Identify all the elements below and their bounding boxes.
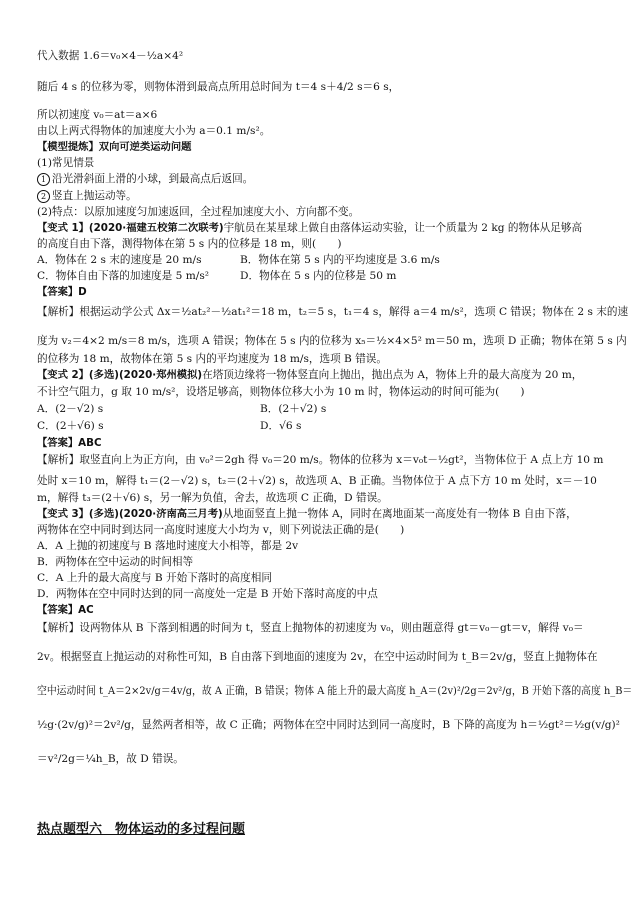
variant-2-question: 【变式 2】(多选)(2020·郑州模拟)在塔顶边缘将一物体竖直向上抛出，抛出点为 A，物体上升的最大高度为 20 m， — [37, 369, 583, 381]
analysis-line: 2v。根据竖直上抛运动的对称性可知，B 自由落下到地面的速度为 2v，在空中运动时间为 t_B＝2v/g，竖直上抛物体在 — [37, 651, 598, 663]
option-b: B．物体在第 5 s 内的平均速度是 3.6 m/s — [240, 254, 440, 266]
option-c: C．A 上升的最大高度与 B 开始下落时的高度相同 — [37, 572, 272, 584]
text-line: 代入数据 1.6＝v₀×4－½a×4² — [37, 50, 184, 62]
text-line: (2)特点：以原加速度匀加速返回，全过程加速度大小、方向都不变。 — [37, 206, 360, 218]
analysis-line: 的位移为 18 m，故物体在第 5 s 内的平均速度为 18 m/s，选项 B 错误。 — [37, 353, 387, 365]
list-item: 1 沿光滑斜面上滑的小球，到最高点后返回。 — [37, 172, 253, 186]
analysis-line: 【解析】根据运动学公式 Δx＝½at₂²－½at₁²＝18 m，t₂＝5 s，t₁＝4 s，解得 a＝4 m/s²，选项 C 错误；物体在 2 s 末的速 — [37, 306, 629, 318]
option-d: D．物体在 5 s 内的位移是 50 m — [240, 270, 397, 282]
analysis-line: 处时 x＝10 m，解得 t₁＝(2－√2) s，t₂＝(2＋√2) s，故选项 A、B 正确。当物体位于 A 点下方 10 m 处时，x＝－10 — [37, 475, 597, 487]
analysis-line: ＝v²/2g＝¼h_B，故 D 错误。 — [37, 753, 184, 765]
option-c: C．(2＋√6) s — [37, 420, 104, 432]
circled-number: 1 — [37, 173, 50, 186]
analysis-line: m，解得 t₃＝(2＋√6) s，另一解为负值，舍去，故选项 C 正确，D 错误。 — [37, 492, 388, 504]
analysis-line: 度为 v₂＝4×2 m/s＝8 m/s，选项 A 错误；物体在 5 s 内的位移为 x₅＝½×4×5² m＝50 m，选项 D 正确；物体在第 5 s 内 — [37, 335, 627, 347]
list-item: 2 竖直上抛运动等。 — [37, 189, 137, 203]
section-heading: 热点题型六 物体运动的多过程问题 — [37, 822, 246, 837]
option-d: D．√6 s — [260, 420, 302, 432]
answer: 【答案】ABC — [37, 437, 102, 449]
analysis-line: 空中运动时间 t_A＝2×2v/g＝4v/g，故 A 正确，B 错误；物体 A 能上升的最大高度 h_A＝(2v)²/2g＝2v²/g，B 开始下落的高度 h_B＝ — [37, 685, 633, 697]
option-a: A．A 上抛的初速度与 B 落地时速度大小相等，都是 2v — [37, 540, 299, 552]
option-d: D．两物体在空中同时达到的同一高度处一定是 B 开始下落时高度的中点 — [37, 588, 378, 600]
text-line: 随后 4 s 的位移为零，则物体滑到最高点所用总时间为 t＝4 s＋4/2 s＝6 s， — [37, 81, 400, 93]
answer: 【答案】AC — [37, 604, 94, 616]
circled-number: 2 — [37, 190, 50, 203]
option-b: B．两物体在空中运动的时间相等 — [37, 556, 194, 568]
text-line: 由以上两式得物体的加速度大小为 a＝0.1 m/s²。 — [37, 125, 271, 137]
text-line: 不计空气阻力，g 取 10 m/s²，设塔足够高，则物体位移大小为 10 m 时，物体运动的时间可能为( ) — [37, 386, 525, 398]
text-line: 所以初速度 v₀＝at＝a×6 — [37, 109, 158, 121]
text-line: (1)常见情景 — [37, 157, 95, 169]
option-a: A．(2－√2) s — [37, 403, 104, 415]
option-a: A．物体在 2 s 末的速度是 20 m/s — [37, 254, 202, 266]
analysis-line: 【解析】取竖直向上为正方向，由 v₀²＝2gh 得 v₀＝20 m/s。物体的位移为 x＝v₀t－½gt²，当物体位于 A 点上方 10 m — [37, 454, 604, 466]
option-c: C．物体自由下落的加速度是 5 m/s² — [37, 270, 210, 282]
variant-1-question: 【变式 1】(2020·福建五校第二次联考)宇航员在某星球上做自由落体运动实验，让一个质量为 2 kg 的物体从足够高 — [37, 222, 583, 234]
text-line: 的高度自由下落，测得物体在第 5 s 内的位移是 18 m，则( ) — [37, 238, 342, 250]
option-b: B．(2＋√2) s — [260, 403, 327, 415]
answer: 【答案】D — [37, 286, 87, 298]
model-heading: 【模型提炼】双向可逆类运动问题 — [37, 141, 192, 153]
text-line: 两物体在空中同时到达同一高度时速度大小均为 v，则下列说法正确的是( ) — [37, 524, 405, 536]
variant-3-question: 【变式 3】(多选)(2020·济南高三月考)从地面竖直上抛一物体 A，同时在离地面某一高度处有一物体 B 自由下落， — [37, 508, 577, 520]
analysis-line: ½g·(2v/g)²＝2v²/g，显然两者相等，故 C 正确；两物体在空中同时达到同一高度时，B 下降的高度为 h＝½gt²＝½g(v/g)² — [37, 719, 620, 731]
analysis-line: 【解析】设两物体从 B 下落到相遇的时间为 t，竖直上抛物体的初速度为 v₀，则由题意得 gt＝v₀－gt＝v，解得 v₀＝ — [37, 622, 584, 634]
